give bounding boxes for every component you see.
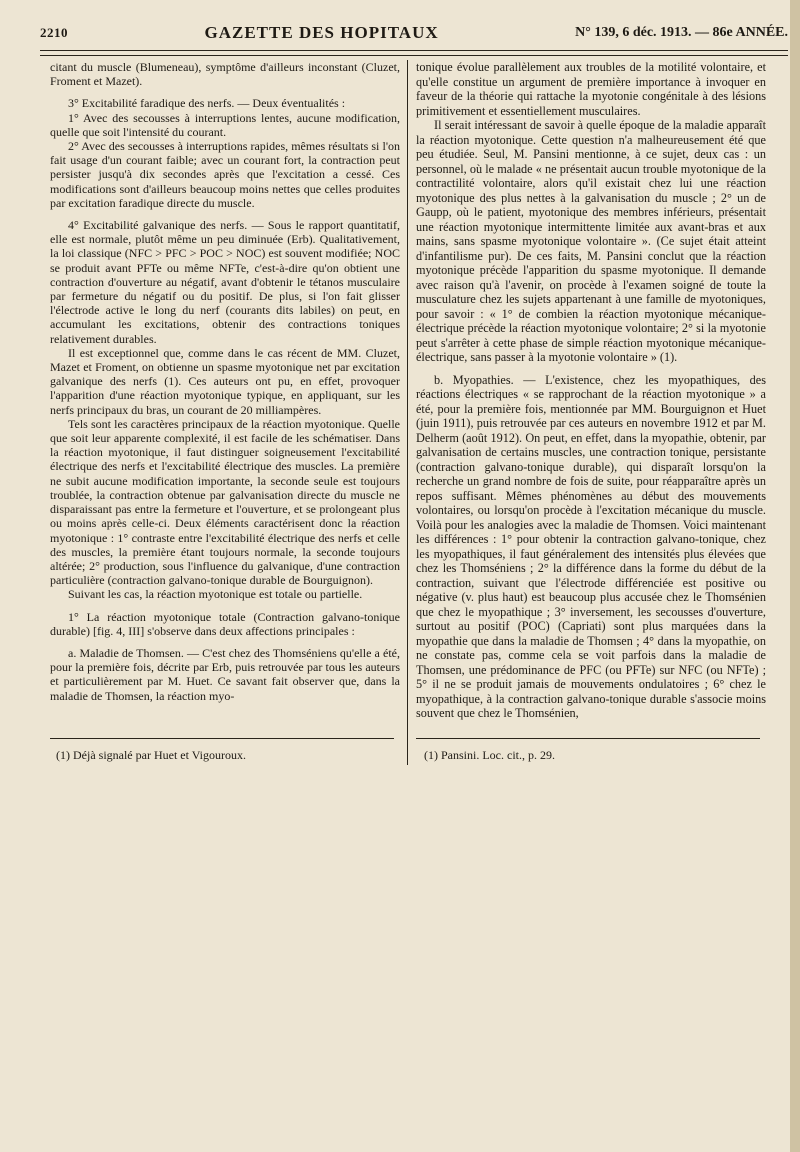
paragraph: citant du muscle (Blumeneau), symptôme d'ailleurs inconstant (Cluzet, Froment et Mazet). — [50, 60, 400, 89]
paragraph: 1° La réaction myotonique totale (Contraction galvano-tonique durable) [fig. 4, III] s'observe dans deux affections principales : — [50, 609, 400, 638]
page-edge — [790, 0, 800, 1152]
footnote-rule-right — [416, 738, 760, 739]
paragraph: 2° Avec des secousses à interruptions rapides, mêmes résultats si l'on fait usage d'un courant faible; avec un courant fort, la contraction peut persister jusqu'à dix secondes après que l'excitation a cessé. Ces modifications sont d'ailleurs beaucoup moins nettes que celles produites par excitation faradique directe du muscle. — [50, 139, 400, 210]
journal-title: GAZETTE DES HOPITAUX — [204, 23, 439, 42]
footnote-left: (1) Déjà signalé par Huet et Vigouroux. — [56, 748, 247, 762]
header-rule — [40, 50, 788, 51]
footnote-rule-left — [50, 738, 394, 739]
paragraph: Il serait intéressant de savoir à quelle époque de la maladie apparaît la réaction myotonique. Cette question n'a malheureusement été que peu étudiée. Seul, M. Pansini mentionne, à ce sujet, deux cas : un personnel, où le malade « ne présentait aucun trouble myotonique de la contractilité volontaire, alors qu'il existait chez lui une réaction myotonique des plus nettes à la galvanisation du muscle ; 2° un de Gaupp, où le patient, myotonique des membres inférieurs, présentait une réaction myotonique intermittente limitée aux avant-bras et aux mains, sans spasme myotonique volontaire ». (Ce sujet était atteint d'infantilisme pur). De ces faits, M. Pansini conclut que la réaction myotonique précède l'apparition du spasme myotonique. Il demande avec raison qu'à l'avenir, on procède à l'examen soigné de toute la musculature chez les sujets appartenant à une famille de myotoniques, pour savoir : « 1° de combien la réaction myotonique mécanique-électrique précède la réaction myotonique volontaire; 2° si la myotonie peut s'arrêter à cette phase de simple réaction myotonique mécanique-électrique, sans passer à la myotonie volontaire » (1). — [416, 118, 766, 364]
paragraph: tonique évolue parallèlement aux troubles de la motilité volontaire, et qu'elle constitue un argument de première importance à invoquer en faveur de la théorie qui rattache la myotonie congénitale à des lésions primitivement et essentiellement musculaires. — [416, 60, 766, 118]
paragraph: Suivant les cas, la réaction myotonique est totale ou partielle. — [68, 587, 363, 602]
left-column — [50, 60, 400, 725]
paragraph: a. Maladie de Thomsen. — C'est chez des Thomséniens qu'elle a été, pour la première fois, décrite par Erb, puis retrouvée par tous les auteurs et particulièrement par M. Huet. Ce savant fait observer que, dans la maladie de Thomsen, la réaction myo- — [50, 645, 400, 703]
right-column — [416, 60, 766, 740]
page-header — [40, 18, 788, 48]
paragraph: b. Myopathies. — L'existence, chez les myopathiques, des réactions électriques « se rapprochant de la réaction myotonique » a été, pour la première fois, mentionnée par MM. Bourguignon et Huet (juin 1911), puis retrouvée par ces auteurs en novembre 1912 et par M. Delherm (août 1912). On peut, en effet, dans la myopathie, obtenir, par galvanisation de certains muscles, une contraction tonique, persistante (contraction galvano-tonique durable), qui disparaît lorsqu'on la recherche un grand nombre de fois de suite, pour réapparaître après un repos suffisant. Mêmes phénomènes au début des mouvements volontaires, ou lorsqu'on procède à l'excitation mécanique du muscle. Voilà pour les analogies avec la maladie de Thomsen. Voici maintenant les différences : 1° pour obtenir la contraction galvano-tonique, chez les myopathiques, il faut généralement des intensités plus élevées que chez les Thomséniens ; 2° la différence dans la forme du début de la contraction, suivant que l'électrode différenciée est positive ou négative (v. plus haut) est beaucoup plus accusée chez le Thomsénien que chez le myopathique ; 3° inversement, les secousses d'ouverture, surtout au positif (POC) (Capriati) sont plus marquées dans la myopathie que dans la maladie de Thomsen ; 4° dans la myopathie, on ne constate pas, comme cela se voit parfois dans la maladie de Thomsen, une prédominance de PFC (ou PFTe) sur NFC (ou NFTe) ; 5° il ne se produit jamais de mouvements ondulatoires ; 6° chez le myopathique, à la contraction galvano-tonique durable s'associe moins souvent que chez le Thomsénien, — [416, 372, 766, 720]
paragraph: 4° Excitabilité galvanique des nerfs. — Sous le rapport quantitatif, elle est normale, plutôt même un peu diminuée (Erb). Qualitativement, la loi classique (NFC > PFC > POC > NOC) est souvent modifiée; NOC se produit avant PFTe ou même NFTe, c'est-à-dire qu'on obtient une contraction d'ouverture au négatif, avant d'obtenir le tétanos musculaire par fermeture du négatif ou du positif. De plus, si l'on fait glisser l'électrode active le long du nerf (courants dits labiles) on peut, en accumulant les excitations, obtenir des contractions toniques relativement durables. — [50, 218, 400, 346]
page-number: 2210 — [40, 25, 68, 40]
paragraph: Il est exceptionnel que, comme dans le cas récent de MM. Cluzet, Mazet et Froment, on obtienne un spasme myotonique net par excitation galvanique des nerfs (1). Ces auteurs ont pu, en effet, provoquer l'apparition d'une réaction myotonique typique, en appliquant, sur les nerfs principaux du bras, un courant de 20 milliampères. — [50, 345, 400, 417]
header-rule-thin — [40, 55, 788, 56]
paragraph: 3° Excitabilité faradique des nerfs. — Deux éventualités : — [68, 96, 346, 111]
paragraph: Tels sont les caractères principaux de la réaction myotonique. Quelle que soit leur apparente complexité, il est facile de les schématiser. Dans la réaction myotonique, il faut distinguer soigneusement l'excitabilité électrique des nerfs et l'excitabilité électrique des muscles. La première ne subit aucune modification importante, la seconde seule est toujours troublée, la contraction obtenue par galvanisation directe du muscle ne disparaissant pas entre la fermeture et l'ouverture, et se prolongeant plus ou moins après celle-ci. Deux éléments caractérisent donc la réaction myotonique : 1° contraste entre l'excitabilité électrique des nerfs et celle des muscles, la première étant toujours normale, la seconde toujours altérée; 2° production, sous l'influence du galvanique, d'une contraction particulière (contraction galvano-tonique durable de Bourguignon). — [50, 416, 400, 588]
blank-lower-area — [0, 775, 800, 1152]
column-divider — [407, 60, 408, 765]
paragraph: 1° Avec des secousses à interruptions lentes, aucune modification, quelle que soit l'intensité du courant. — [50, 110, 400, 139]
footnote-right: (1) Pansini. Loc. cit., p. 29. — [424, 748, 555, 762]
issue-info: N° 139, 6 déc. 1913. — 86e ANNÉE. — [575, 25, 788, 40]
